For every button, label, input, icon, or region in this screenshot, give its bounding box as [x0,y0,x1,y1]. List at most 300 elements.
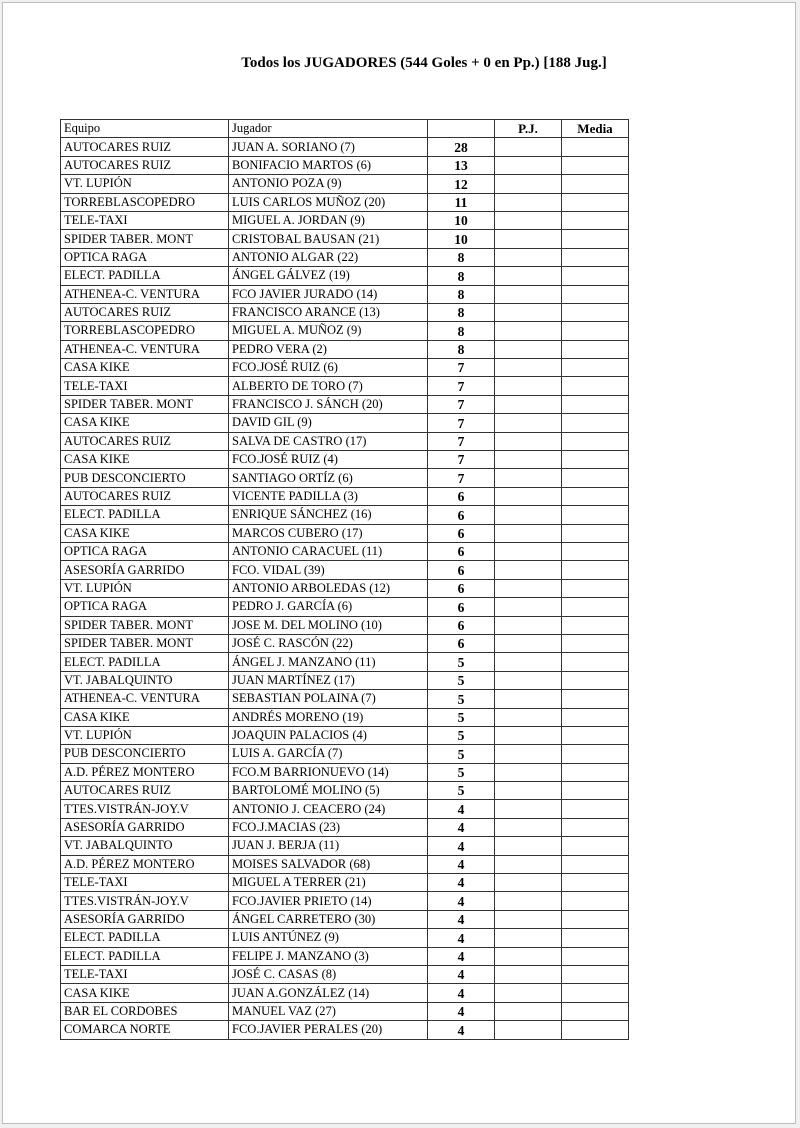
goals-cell: 6 [428,561,495,579]
player-cell: ANTONIO POZA (9) [229,175,428,193]
goals-cell: 5 [428,653,495,671]
team-cell: SPIDER TABER. MONT [61,616,229,634]
pj-cell [495,156,562,174]
team-cell: CASA KIKE [61,984,229,1002]
goals-cell: 11 [428,193,495,211]
goals-cell: 12 [428,175,495,193]
pj-cell [495,1002,562,1020]
table-row [61,837,629,855]
table-row [61,745,629,763]
average-cell [562,671,629,689]
goals-cell: 8 [428,285,495,303]
table-row [61,947,629,965]
pj-cell [495,910,562,928]
table-row [61,910,629,928]
pj-cell [495,818,562,836]
average-cell [562,524,629,542]
team-cell: ASESORÍA GARRIDO [61,818,229,836]
pj-cell [495,395,562,413]
table-row [61,598,629,616]
goals-cell: 13 [428,156,495,174]
team-cell: ELECT. PADILLA [61,929,229,947]
pj-cell [495,616,562,634]
player-cell: ANTONIO ALGAR (22) [229,248,428,266]
header-average: Media [562,120,629,138]
pj-cell [495,671,562,689]
average-cell [562,708,629,726]
player-cell: LUIS ANTÚNEZ (9) [229,929,428,947]
average-cell [562,542,629,560]
table-row [61,469,629,487]
pj-cell [495,414,562,432]
team-cell: TELE-TAXI [61,377,229,395]
team-cell: OPTICA RAGA [61,598,229,616]
header-goals [428,120,495,138]
player-cell: FCO. VIDAL (39) [229,561,428,579]
player-cell: VICENTE PADILLA (3) [229,487,428,505]
average-cell [562,359,629,377]
goals-cell: 4 [428,929,495,947]
team-cell: TORREBLASCOPEDRO [61,322,229,340]
player-cell: MARCOS CUBERO (17) [229,524,428,542]
player-cell: MOISES SALVADOR (68) [229,855,428,873]
average-cell [562,230,629,248]
pj-cell [495,690,562,708]
goals-cell: 4 [428,965,495,983]
average-cell [562,138,629,156]
goals-cell: 4 [428,837,495,855]
table-row [61,1002,629,1020]
player-cell: SALVA DE CASTRO (17) [229,432,428,450]
pj-cell [495,193,562,211]
pj-cell [495,561,562,579]
average-cell [562,837,629,855]
pj-cell [495,653,562,671]
player-cell: SANTIAGO ORTÍZ (6) [229,469,428,487]
team-cell: VT. LUPIÓN [61,726,229,744]
team-cell: TELE-TAXI [61,965,229,983]
player-cell: ANTONIO CARACUEL (11) [229,542,428,560]
pj-cell [495,542,562,560]
goals-cell: 4 [428,984,495,1002]
team-cell: OPTICA RAGA [61,542,229,560]
player-cell: JOAQUIN PALACIOS (4) [229,726,428,744]
average-cell [562,1021,629,1039]
goals-cell: 4 [428,892,495,910]
player-cell: SEBASTIAN POLAINA (7) [229,690,428,708]
table-row [61,929,629,947]
pj-cell [495,230,562,248]
team-cell: A.D. PÉREZ MONTERO [61,855,229,873]
goals-cell: 5 [428,782,495,800]
pj-cell [495,432,562,450]
team-cell: TTES.VISTRÁN-JOY.V [61,800,229,818]
goals-cell: 6 [428,598,495,616]
pj-cell [495,763,562,781]
table-row [61,322,629,340]
pj-cell [495,965,562,983]
pj-cell [495,837,562,855]
player-cell: ANDRÉS MORENO (19) [229,708,428,726]
pj-cell [495,984,562,1002]
team-cell: PUB DESCONCIERTO [61,745,229,763]
average-cell [562,984,629,1002]
goals-cell: 5 [428,726,495,744]
average-cell [562,285,629,303]
table-row [61,506,629,524]
pj-cell [495,359,562,377]
average-cell [562,874,629,892]
table-row [61,230,629,248]
table-row [61,340,629,358]
player-cell: PEDRO VERA (2) [229,340,428,358]
table-row [61,156,629,174]
team-cell: ASESORÍA GARRIDO [61,561,229,579]
team-cell: OPTICA RAGA [61,248,229,266]
team-cell: TTES.VISTRÁN-JOY.V [61,892,229,910]
table-row [61,451,629,469]
team-cell: CASA KIKE [61,524,229,542]
goals-cell: 8 [428,340,495,358]
team-cell: SPIDER TABER. MONT [61,230,229,248]
team-cell: TELE-TAXI [61,874,229,892]
goals-cell: 4 [428,1021,495,1039]
goals-cell: 10 [428,211,495,229]
average-cell [562,910,629,928]
table-row [61,432,629,450]
player-cell: FRANCISCO ARANCE (13) [229,303,428,321]
table-body [61,138,629,1039]
team-cell: VT. LUPIÓN [61,579,229,597]
team-cell: VT. LUPIÓN [61,175,229,193]
goals-cell: 7 [428,451,495,469]
table-row [61,579,629,597]
player-cell: JUAN MARTÍNEZ (17) [229,671,428,689]
table-row [61,285,629,303]
pj-cell [495,598,562,616]
team-cell: CASA KIKE [61,708,229,726]
player-cell: MANUEL VAZ (27) [229,1002,428,1020]
team-cell: COMARCA NORTE [61,1021,229,1039]
average-cell [562,800,629,818]
average-cell [562,653,629,671]
goals-cell: 4 [428,874,495,892]
average-cell [562,156,629,174]
average-cell [562,763,629,781]
average-cell [562,1002,629,1020]
pj-cell [495,267,562,285]
pj-cell [495,303,562,321]
table-row [61,377,629,395]
goals-cell: 8 [428,248,495,266]
goals-cell: 5 [428,671,495,689]
player-cell: ALBERTO DE TORO (7) [229,377,428,395]
player-cell: DAVID GIL (9) [229,414,428,432]
average-cell [562,561,629,579]
header-pj: P.J. [495,120,562,138]
pj-cell [495,340,562,358]
average-cell [562,892,629,910]
average-cell [562,965,629,983]
pj-cell [495,451,562,469]
team-cell: A.D. PÉREZ MONTERO [61,763,229,781]
average-cell [562,193,629,211]
average-cell [562,469,629,487]
average-cell [562,340,629,358]
team-cell: ATHENEA-C. VENTURA [61,340,229,358]
average-cell [562,579,629,597]
team-cell: CASA KIKE [61,359,229,377]
team-cell: AUTOCARES RUIZ [61,156,229,174]
goals-cell: 7 [428,359,495,377]
player-cell: JUAN A.GONZÁLEZ (14) [229,984,428,1002]
table-row [61,726,629,744]
pj-cell [495,708,562,726]
player-cell: FCO.JAVIER PERALES (20) [229,1021,428,1039]
player-cell: BONIFACIO MARTOS (6) [229,156,428,174]
goals-cell: 5 [428,745,495,763]
goals-cell: 28 [428,138,495,156]
team-cell: AUTOCARES RUIZ [61,487,229,505]
team-cell: SPIDER TABER. MONT [61,634,229,652]
average-cell [562,303,629,321]
player-cell: ÁNGEL GÁLVEZ (19) [229,267,428,285]
team-cell: CASA KIKE [61,451,229,469]
player-cell: FRANCISCO J. SÁNCH (20) [229,395,428,413]
table-row [61,690,629,708]
goals-cell: 6 [428,579,495,597]
table-row [61,138,629,156]
table-header-row [61,120,629,138]
scorers-table [60,119,629,1040]
table-row [61,487,629,505]
table-row [61,561,629,579]
player-cell: JOSÉ C. RASCÓN (22) [229,634,428,652]
pj-cell [495,211,562,229]
goals-cell: 4 [428,1002,495,1020]
table-row [61,634,629,652]
average-cell [562,616,629,634]
average-cell [562,745,629,763]
average-cell [562,211,629,229]
player-cell: FCO.J.MACIAS (23) [229,818,428,836]
goals-cell: 6 [428,634,495,652]
player-cell: LUIS A. GARCÍA (7) [229,745,428,763]
team-cell: AUTOCARES RUIZ [61,432,229,450]
table-row [61,193,629,211]
table-row [61,874,629,892]
player-cell: JUAN J. BERJA (11) [229,837,428,855]
pj-cell [495,248,562,266]
average-cell [562,451,629,469]
player-cell: JUAN A. SORIANO (7) [229,138,428,156]
table-row [61,414,629,432]
average-cell [562,726,629,744]
table-row [61,1021,629,1039]
table-row [61,818,629,836]
goals-cell: 4 [428,800,495,818]
player-cell: ÁNGEL CARRETERO (30) [229,910,428,928]
team-cell: AUTOCARES RUIZ [61,138,229,156]
player-cell: PEDRO J. GARCÍA (6) [229,598,428,616]
average-cell [562,782,629,800]
table-row [61,984,629,1002]
team-cell: AUTOCARES RUIZ [61,782,229,800]
player-cell: FCO.M BARRIONUEVO (14) [229,763,428,781]
table-row [61,303,629,321]
goals-cell: 6 [428,524,495,542]
average-cell [562,929,629,947]
team-cell: AUTOCARES RUIZ [61,303,229,321]
team-cell: SPIDER TABER. MONT [61,395,229,413]
average-cell [562,634,629,652]
player-cell: JOSE M. DEL MOLINO (10) [229,616,428,634]
goals-cell: 7 [428,469,495,487]
pj-cell [495,322,562,340]
average-cell [562,598,629,616]
table-row [61,855,629,873]
goals-cell: 6 [428,487,495,505]
player-cell: FCO.JOSÉ RUIZ (4) [229,451,428,469]
team-cell: ELECT. PADILLA [61,653,229,671]
player-cell: MIGUEL A. MUÑOZ (9) [229,322,428,340]
table-row [61,267,629,285]
team-cell: ELECT. PADILLA [61,947,229,965]
table-row [61,782,629,800]
average-cell [562,818,629,836]
goals-cell: 6 [428,616,495,634]
average-cell [562,487,629,505]
goals-cell: 8 [428,322,495,340]
average-cell [562,414,629,432]
average-cell [562,690,629,708]
table-row [61,763,629,781]
player-cell: MIGUEL A TERRER (21) [229,874,428,892]
average-cell [562,506,629,524]
goals-cell: 4 [428,910,495,928]
goals-cell: 6 [428,506,495,524]
table-row [61,800,629,818]
average-cell [562,322,629,340]
average-cell [562,947,629,965]
team-cell: ELECT. PADILLA [61,267,229,285]
table-row [61,671,629,689]
goals-cell: 7 [428,432,495,450]
pj-cell [495,855,562,873]
average-cell [562,395,629,413]
table-row [61,616,629,634]
table-row [61,211,629,229]
pj-cell [495,138,562,156]
pj-cell [495,285,562,303]
goals-cell: 7 [428,414,495,432]
table-row [61,965,629,983]
goals-cell: 5 [428,708,495,726]
player-cell: ANTONIO J. CEACERO (24) [229,800,428,818]
table-row [61,542,629,560]
goals-cell: 6 [428,542,495,560]
team-cell: VT. JABALQUINTO [61,837,229,855]
pj-cell [495,175,562,193]
pj-cell [495,892,562,910]
page-title: Todos los JUGADORES (544 Goles + 0 en Pp.) [188 Jug.] [241,55,607,71]
pj-cell [495,800,562,818]
table-row [61,248,629,266]
goals-cell: 7 [428,377,495,395]
header-team: Equipo [61,120,229,138]
pj-cell [495,579,562,597]
team-cell: TELE-TAXI [61,211,229,229]
pj-cell [495,929,562,947]
table-row [61,524,629,542]
goals-cell: 4 [428,855,495,873]
pj-cell [495,745,562,763]
player-cell: ANTONIO ARBOLEDAS (12) [229,579,428,597]
pj-cell [495,634,562,652]
player-cell: LUIS CARLOS MUÑOZ (20) [229,193,428,211]
goals-cell: 7 [428,395,495,413]
goals-cell: 8 [428,303,495,321]
goals-cell: 4 [428,818,495,836]
player-cell: FELIPE J. MANZANO (3) [229,947,428,965]
player-cell: BARTOLOMÉ MOLINO (5) [229,782,428,800]
team-cell: PUB DESCONCIERTO [61,469,229,487]
header-player: Jugador [229,120,428,138]
table-row [61,653,629,671]
player-cell: ÁNGEL J. MANZANO (11) [229,653,428,671]
goals-cell: 4 [428,947,495,965]
player-cell: FCO JAVIER JURADO (14) [229,285,428,303]
pj-cell [495,874,562,892]
player-cell: FCO.JOSÉ RUIZ (6) [229,359,428,377]
table-row [61,395,629,413]
pj-cell [495,487,562,505]
goals-cell: 8 [428,267,495,285]
goals-cell: 10 [428,230,495,248]
player-cell: FCO.JAVIER PRIETO (14) [229,892,428,910]
team-cell: ELECT. PADILLA [61,506,229,524]
pj-cell [495,524,562,542]
team-cell: ATHENEA-C. VENTURA [61,690,229,708]
pj-cell [495,1021,562,1039]
player-cell: ENRIQUE SÁNCHEZ (16) [229,506,428,524]
team-cell: BAR EL CORDOBES [61,1002,229,1020]
player-cell: JOSÉ C. CASAS (8) [229,965,428,983]
average-cell [562,432,629,450]
table-row [61,708,629,726]
player-cell: CRISTOBAL BAUSAN (21) [229,230,428,248]
pj-cell [495,377,562,395]
pj-cell [495,469,562,487]
document-page [2,2,796,1124]
average-cell [562,248,629,266]
goals-cell: 5 [428,763,495,781]
table-row [61,359,629,377]
average-cell [562,267,629,285]
pj-cell [495,506,562,524]
average-cell [562,175,629,193]
goals-cell: 5 [428,690,495,708]
pj-cell [495,947,562,965]
team-cell: TORREBLASCOPEDRO [61,193,229,211]
table-row [61,175,629,193]
team-cell: ATHENEA-C. VENTURA [61,285,229,303]
team-cell: ASESORÍA GARRIDO [61,910,229,928]
team-cell: VT. JABALQUINTO [61,671,229,689]
player-cell: MIGUEL A. JORDAN (9) [229,211,428,229]
pj-cell [495,782,562,800]
average-cell [562,855,629,873]
